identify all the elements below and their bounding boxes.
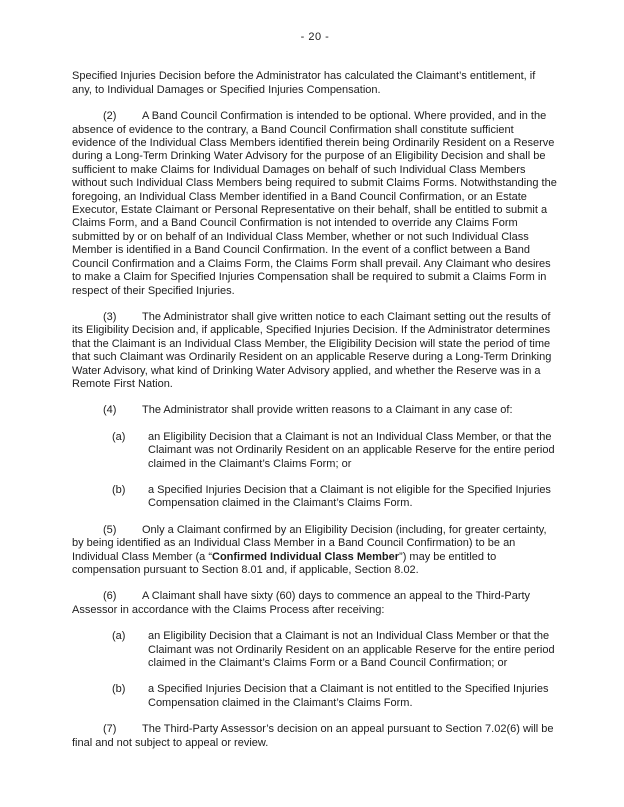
sub-paragraph-6b-letter: (b) [112, 683, 126, 696]
paragraph-3 [72, 311, 558, 391]
paragraph-4-number: (4) [103, 404, 117, 417]
paragraph-5-text-lead: Only a Claimant confirmed by an Eligibility Decision (including, for greater certainty, by being identified as an Individual Class Member in a Band Council Confirmation) to be an Individual Class Member (a “ [72, 523, 547, 563]
paragraph-7-text: The Third-Party Assessor’s decision on an appeal pursuant to Section 7.02(6) will be final and not subject to appeal or review. [72, 723, 554, 749]
paragraph-2-number: (2) [103, 110, 117, 123]
sub-paragraph-6b-text: a Specified Injuries Decision that a Claimant is not entitled to the Specified Injuries Compensation claimed in the Claimant’s Claims Form. [148, 683, 549, 709]
sub-paragraph-4b-text: a Specified Injuries Decision that a Claimant is not eligible for the Specified Injuries Compensation claimed in the Claimant’s Claims Form. [148, 483, 551, 510]
sub-paragraph-6b [72, 683, 558, 710]
paragraph-5-number: (5) [103, 523, 117, 536]
paragraph-6 [72, 590, 558, 617]
sub-paragraph-6a-letter: (a) [112, 630, 126, 643]
sub-paragraph-4a-text: an Eligibility Decision that a Claimant is not an Individual Class Member, or that the Claimant was not Ordinarily Resident on an applicable Reserve for the entire period claimed in the Claimant’s Claims Form; or [148, 430, 555, 470]
paragraph-5 [72, 524, 558, 578]
sub-paragraph-4b [72, 484, 558, 511]
paragraph-3-number: (3) [103, 310, 117, 323]
paragraph-2-text: A Band Council Confirmation is intended to be optional. Where provided, and in the absence of evidence to the contrary, a Band Council Confirmation shall constitute sufficient evidence of the Individual Class Members identified therein being Ordinarily Resident on a Reserve during a Long-Term Drinking Water Advisory for the purpose of an Eligibility Decision and shall be sufficient to make Claims for Individual Damages on behalf of such Individual Class Members without such Individual Class Members being required to submit Claims Forms. Notwithstanding the foregoing, an Individual Class Member identified in a Band Council Confirmation, or an Estate Executor, Estate Claimant or Personal Representative on their behalf, shall be entitled to submit a Claims Form, and a Band Council Confirmation is not intended to override any Claims Form submitted by or on behalf of an Individual Class Member, whether or not such Individual Class Member is identified in a Band Council Confirmation. In the event of a conflict between a Band Council Confirmation and a Claims Form, the Claims Form shall prevail. Any Claimant who desires to make a Claim for Specified Injuries Compensation shall be required to submit a Claims Form in respect of their Specified Injuries. [72, 110, 557, 297]
paragraph-7-number: (7) [103, 723, 117, 736]
sub-paragraph-4a [72, 431, 558, 471]
sub-paragraph-6a [72, 630, 558, 670]
paragraph-4 [72, 404, 558, 417]
paragraph-continuation: Specified Injuries Decision before the Administrator has calculated the Claimant’s entitlement, if any, to Individual Damages or Specified Injuries Compensation. [72, 70, 536, 96]
page-number: - 20 - [300, 31, 330, 43]
sub-paragraph-4b-letter: (b) [112, 483, 126, 496]
paragraph-3-text: The Administrator shall give written notice to each Claimant setting out the results of its Eligibility Decision and, if applicable, Specified Injuries Decision. If the Administrator determines that the Claimant is an Individual Class Member, the Eligibility Decision will state the period of time that such Claimant was Ordinarily Resident on an applicable Reserve during a Long-Term Drinking Water Advisory, what kind of Drinking Water Advisory applied, and whether the Reserve was in a Remote First Nation. [72, 310, 552, 390]
paragraph-2 [72, 110, 558, 298]
defined-term-confirmed-individual-class-member: Confirmed Individual Class Member [212, 550, 400, 563]
paragraph-7 [72, 723, 558, 750]
paragraph-6-number: (6) [103, 590, 117, 603]
sub-paragraph-4a-letter: (a) [112, 430, 126, 443]
paragraph-6-text: A Claimant shall have sixty (60) days to commence an appeal to the Third-Party Assessor in accordance with the Claims Process after receiving: [72, 590, 531, 616]
sub-paragraph-6a-text: an Eligibility Decision that a Claimant is not an Individual Class Member or that the Claimant was not Ordinarily Resident on an applicable Reserve for the entire period claimed in the Claimant’s Claims Form or a Band Council Confirmation; or [148, 630, 555, 670]
paragraph-5-text-tail: ”) may be entitled to compensation pursuant to Section 8.01 and, if applicable, Section 8.02. [72, 550, 497, 576]
paragraph-4-text: The Administrator shall provide written reasons to a Claimant in any case of: [142, 404, 513, 417]
